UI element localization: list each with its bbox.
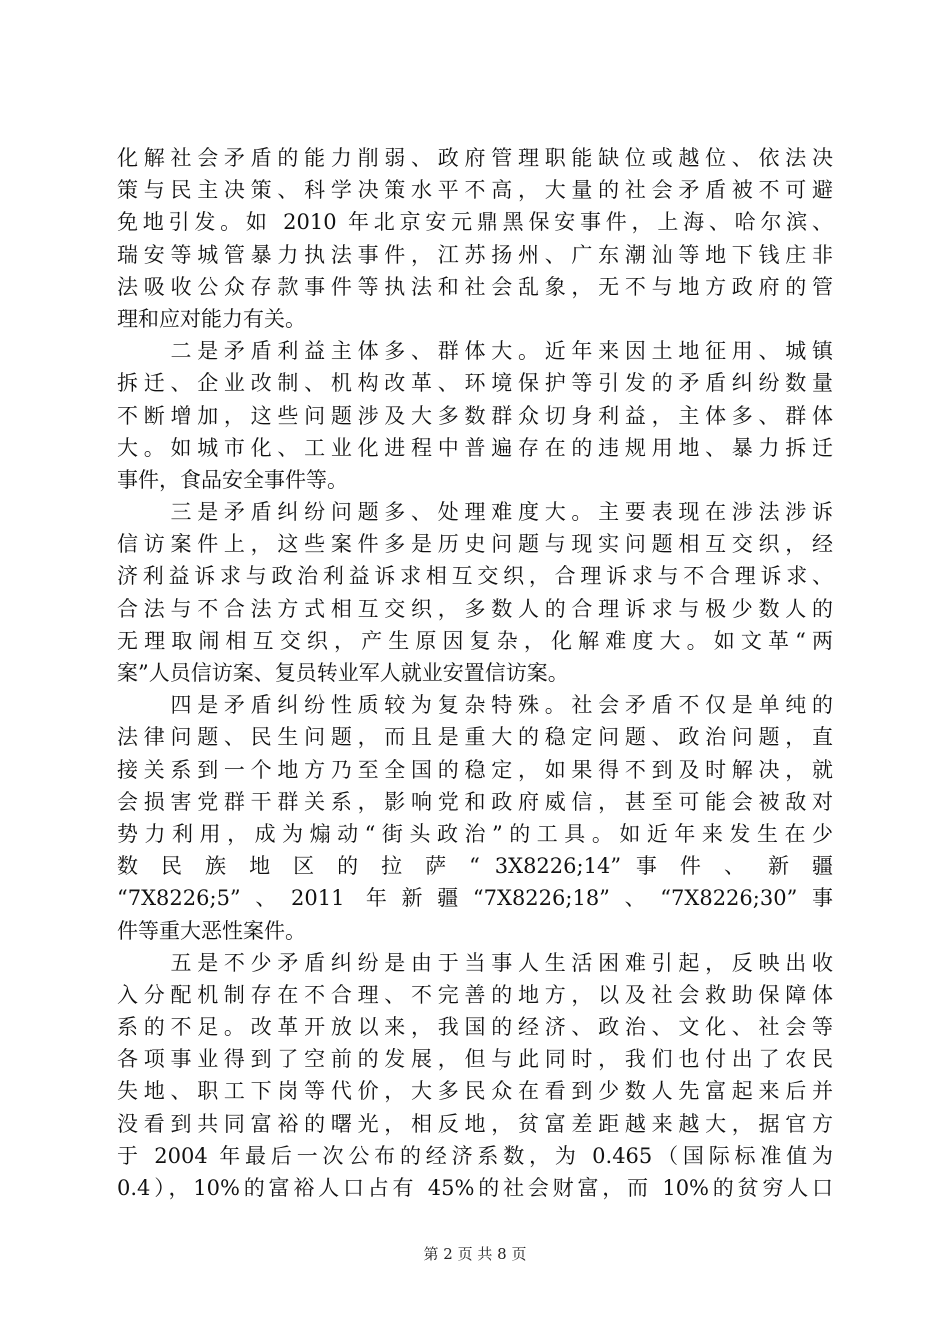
- text-line: 二是矛盾利益主体多、群体大。近年来因土地征用、城镇: [117, 339, 833, 364]
- text-line: 系的不足。改革开放以来，我国的经济、政治、文化、社会等: [117, 1015, 833, 1040]
- text-line: 大。如城市化、工业化进程中普遍存在的违规用地、暴力拆迁: [117, 435, 833, 460]
- text-line: 接关系到一个地方乃至全国的稳定，如果得不到及时解决，就: [117, 757, 833, 782]
- text-line: 法律问题、民生问题，而且是重大的稳定问题、政治问题，直: [117, 725, 833, 750]
- text-line: 三是矛盾纠纷问题多、处理难度大。主要表现在涉法涉诉: [117, 500, 833, 525]
- text-line: 没看到共同富裕的曙光，相反地，贫富差距越来越大，据官方: [117, 1111, 833, 1136]
- text-line: 策与民主决策、科学决策水平不高，大量的社会矛盾被不可避: [117, 178, 833, 203]
- text-line: 法吸收公众存款事件等执法和社会乱象，无不与地方政府的管: [117, 274, 833, 299]
- text-line: 各项事业得到了空前的发展，但与此同时，我们也付出了农民: [117, 1047, 833, 1072]
- text-line: 数 民 族 地 区 的 拉 萨 “ 3X8226;14” 事 件 、 新 疆: [117, 854, 833, 879]
- text-line: 会损害党群干群关系，影响党和政府威信，甚至可能会被敌对: [117, 789, 833, 814]
- text-line: 合法与不合法方式相互交织，多数人的合理诉求与极少数人的: [117, 596, 833, 621]
- text-line: 五是不少矛盾纠纷是由于当事人生活困难引起，反映出收: [117, 950, 833, 975]
- text-line: 入分配机制存在不合理、不完善的地方，以及社会救助保障体: [117, 982, 833, 1007]
- text-line: 四是矛盾纠纷性质较为复杂特殊。社会矛盾不仅是单纯的: [117, 693, 833, 718]
- document-body: [117, 142, 833, 1204]
- text-line: 0.4），10%的富裕人口占有 45%的社会财富，而 10%的贫穷人口: [117, 1176, 833, 1200]
- text-line: 免地引发。如 2010 年北京安元鼎黑保安事件，上海、哈尔滨、: [117, 210, 833, 235]
- text-line: 势力利用，成为煽动“街头政治”的工具。如近年来发生在少: [117, 821, 833, 846]
- text-line: 案”人员信访案、复员转业军人就业安置信访案。: [117, 661, 569, 685]
- text-line: 理和应对能力有关。: [117, 306, 306, 331]
- text-line: 件等重大恶性案件。: [117, 918, 306, 943]
- page-footer: 第 2 页 共 8 页: [423, 1245, 527, 1263]
- text-line: 于 2004 年最后一次公布的经济系数，为 0.465（国际标准值为: [117, 1143, 833, 1168]
- text-line: 信访案件上，这些案件多是历史问题与现实问题相互交织，经: [117, 532, 833, 557]
- text-line: 拆迁、企业改制、机构改革、环境保护等引发的矛盾纠纷数量: [117, 371, 833, 396]
- text-line: 瑞安等城管暴力执法事件，江苏扬州、广东潮汕等地下钱庄非: [117, 242, 833, 267]
- text-line: 失地、职工下岗等代价，大多民众在看到少数人先富起来后并: [117, 1079, 833, 1104]
- text-line: 无理取闹相互交织，产生原因复杂，化解难度大。如文革“两: [117, 628, 833, 653]
- text-line: “7X8226;5”、2011 年新疆“7X8226;18”、“7X8226;30”事: [117, 886, 833, 911]
- text-line: 济利益诉求与政治利益诉求相互交织，合理诉求与不合理诉求、: [117, 564, 833, 589]
- text-line: 事件，食品安全事件等。: [117, 467, 348, 492]
- text-line: 化解社会矛盾的能力削弱、政府管理职能缺位或越位、依法决: [117, 146, 833, 170]
- text-line: 不断增加，这些问题涉及大多数群众切身利益，主体多、群体: [117, 403, 833, 428]
